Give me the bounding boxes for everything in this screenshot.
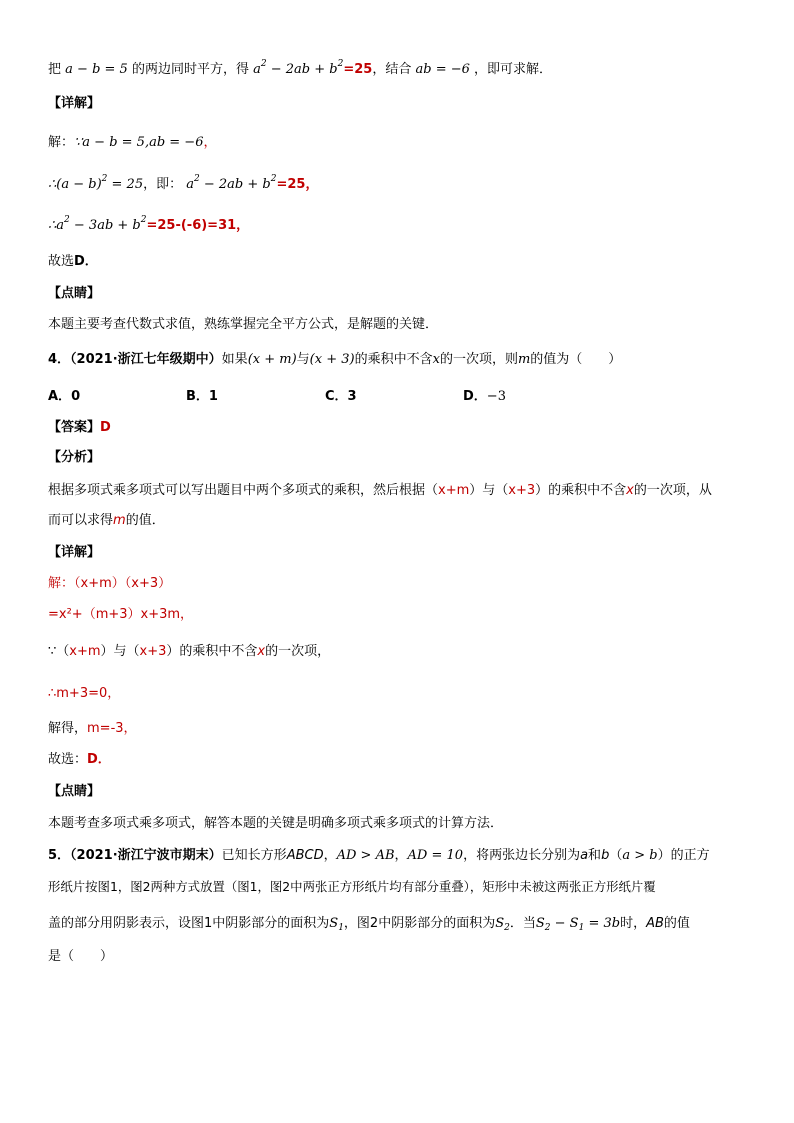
answer-line <box>48 418 111 438</box>
eq-part: − 3ab + b <box>69 218 141 233</box>
option-a <box>48 387 80 407</box>
detail-line-2 <box>48 175 318 195</box>
equation: ∴(a − b)$^2$ = 25 <box>48 174 144 192</box>
red-text: x+m <box>438 483 470 498</box>
subscript: 2 <box>544 923 551 933</box>
text: 故选 <box>48 254 75 269</box>
red-variable: x <box>257 644 266 659</box>
section-label-point-2: 【点睛】 <box>48 784 101 799</box>
section-label-analysis: 【分析】 <box>48 450 101 465</box>
question-5-line-4: 是（ ） <box>48 949 114 964</box>
options-row <box>48 387 748 407</box>
text: 的值 <box>663 916 690 931</box>
text: 盖的部分用阴影表示，设图1中阴影部分的面积为 <box>48 916 330 931</box>
equation: a > b <box>622 848 658 863</box>
equation: ∵a − b = 5,ab = −6 <box>74 135 204 150</box>
text: ）的乘积中不含 <box>535 483 627 498</box>
red-result: =25， <box>276 177 319 192</box>
eq-part: − S <box>550 916 579 931</box>
option-value: −3 <box>486 389 506 404</box>
eq-part: S <box>329 916 339 931</box>
text: ，将两张边长分别为 <box>463 848 581 863</box>
detail-line-3 <box>48 216 249 236</box>
text: 的一次项，则 <box>439 352 518 367</box>
variable: AB <box>646 916 664 931</box>
text: ，即可求解． <box>474 62 553 77</box>
equation: (x + m) <box>247 352 297 367</box>
eq-part: ∴a <box>48 218 65 233</box>
eq-part: = 3b <box>584 916 621 931</box>
text: ．当 <box>509 916 536 931</box>
question-5-line-1 <box>48 846 710 866</box>
question-number: 5． <box>48 848 71 863</box>
answer-value: D <box>100 420 111 435</box>
text: 的一次项，从 <box>633 483 712 498</box>
variable: ABCD <box>286 848 324 863</box>
detail2-line-2: =x²+（m+3）x+3m， <box>48 607 194 622</box>
variable: b <box>601 848 610 863</box>
subscript: 2 <box>504 923 510 933</box>
detail2-line-3 <box>48 642 330 662</box>
detail-line-1 <box>48 133 217 153</box>
option-label: C． <box>325 389 348 404</box>
option-label: A． <box>48 389 72 404</box>
option-value: 0 <box>71 389 81 404</box>
answer-text: D． <box>87 752 111 767</box>
text: 的乘积中不含 <box>354 352 433 367</box>
text: 如果 <box>221 352 248 367</box>
text: ∵（ <box>48 644 70 659</box>
equation: $a^2 - 2ab + b^2$ <box>253 59 344 77</box>
red-text: x+3 <box>139 644 167 659</box>
option-b <box>186 387 218 407</box>
text: 解： <box>48 135 75 150</box>
analysis-text-line-2 <box>48 511 165 531</box>
point-text-2: 本题考查多项式乘多项式，解答本题的关键是明确多项式乘多项式的计算方法． <box>48 816 504 831</box>
point-text-1: 本题主要考查代数式求值，熟练掌握完全平方公式，是解题的关键． <box>48 317 439 332</box>
detail2-line-5 <box>48 719 137 739</box>
equation: AD = 10 <box>407 848 464 863</box>
option-c <box>325 387 357 407</box>
equation <box>329 916 344 931</box>
red-variable: x <box>626 483 634 498</box>
text: 的值． <box>125 513 165 528</box>
eq-part: − 2ab + b <box>199 177 271 192</box>
section-label-point: 【点睛】 <box>48 286 101 301</box>
text: 而可以求得 <box>48 513 114 528</box>
red-result: =25 <box>343 62 373 77</box>
text: 故选： <box>48 752 88 767</box>
option-label: B． <box>186 389 209 404</box>
text: 时， <box>620 916 647 931</box>
question-source: （2021·浙江七年级期中） <box>70 352 222 367</box>
text: 已知长方形 <box>221 848 287 863</box>
answer-text: D． <box>74 254 98 269</box>
eq-part: a <box>253 62 261 77</box>
option-value: 1 <box>208 389 218 404</box>
eq-part: − 2ab + b <box>266 62 338 77</box>
detail2-line-1: 解：（x+m）（x+3） <box>48 576 172 591</box>
question-source: （2021·浙江宁波市期末） <box>70 848 222 863</box>
section-label-detail: 【详解】 <box>48 96 101 111</box>
red-text: m=-3， <box>87 721 137 736</box>
text: ）的正方 <box>657 848 710 863</box>
variable: x <box>432 352 440 367</box>
option-label: D． <box>463 389 487 404</box>
text: ， <box>323 848 337 863</box>
text: 的值为（ ） <box>530 352 622 367</box>
subscript: 1 <box>578 923 585 933</box>
text: ）与（ <box>469 483 509 498</box>
red-text: x+m <box>69 644 101 659</box>
text: 根据多项式乘多项式可以写出题目中两个多项式的乘积，然后根据（ <box>48 483 439 498</box>
section-label-detail-2: 【详解】 <box>48 545 101 560</box>
text: ，图2中阴影部分的面积为 <box>343 916 496 931</box>
eq-part: a <box>186 177 195 192</box>
answer-label: 【答案】 <box>48 420 101 435</box>
detail2-line-6 <box>48 750 111 770</box>
text: 的两边同时平方，得 <box>131 62 249 77</box>
equation: a − b = 5 <box>65 62 128 77</box>
equation: (x + 3) <box>309 352 355 367</box>
red-text: ， <box>203 135 217 150</box>
analysis-text-line-1 <box>48 481 712 501</box>
question-5-line-3 <box>48 914 690 934</box>
text: （ <box>609 848 623 863</box>
red-result: =25-(-6)=31， <box>146 218 250 233</box>
question-number: 4． <box>48 352 71 367</box>
eq-part: S <box>495 916 505 931</box>
detail2-line-4: ∴m+3=0， <box>48 686 121 701</box>
text: ）的乘积中不含 <box>166 644 258 659</box>
analysis-line-1 <box>48 60 552 80</box>
text: ，结合 <box>372 62 412 77</box>
eq-part: ∴(a − b) <box>48 177 102 192</box>
text: 与 <box>296 352 310 367</box>
equation: ab = −6 <box>415 62 470 77</box>
choice-line <box>48 252 98 272</box>
eq-part: = 25 <box>107 177 144 192</box>
eq-part: S <box>535 916 545 931</box>
equation: AD > AB <box>336 848 395 863</box>
equation: $a^2 - 2ab + b^2$ <box>186 174 277 192</box>
red-text: x+3 <box>508 483 536 498</box>
text: 把 <box>48 62 62 77</box>
text: 解得， <box>48 721 88 736</box>
text: ， <box>394 848 408 863</box>
red-variable: m <box>113 513 126 528</box>
text: ，即： <box>143 177 183 192</box>
text: 和 <box>588 848 602 863</box>
question-4 <box>48 350 621 370</box>
option-d <box>463 387 506 407</box>
variable: a <box>580 848 589 863</box>
equation: $\therefore a^2 - 3ab + b^2$ <box>48 215 147 233</box>
subscript: 1 <box>338 923 344 933</box>
equation <box>536 916 620 931</box>
text: ）与（ <box>100 644 140 659</box>
option-value: 3 <box>347 389 357 404</box>
variable: m <box>517 352 531 367</box>
equation <box>495 916 510 931</box>
text: 的一次项， <box>265 644 331 659</box>
question-5-line-2: 形纸片按图1，图2两种方式放置（图1，图2中两张正方形纸片均有部分重叠），矩形中未被这两张正方形纸片覆 <box>48 879 656 894</box>
